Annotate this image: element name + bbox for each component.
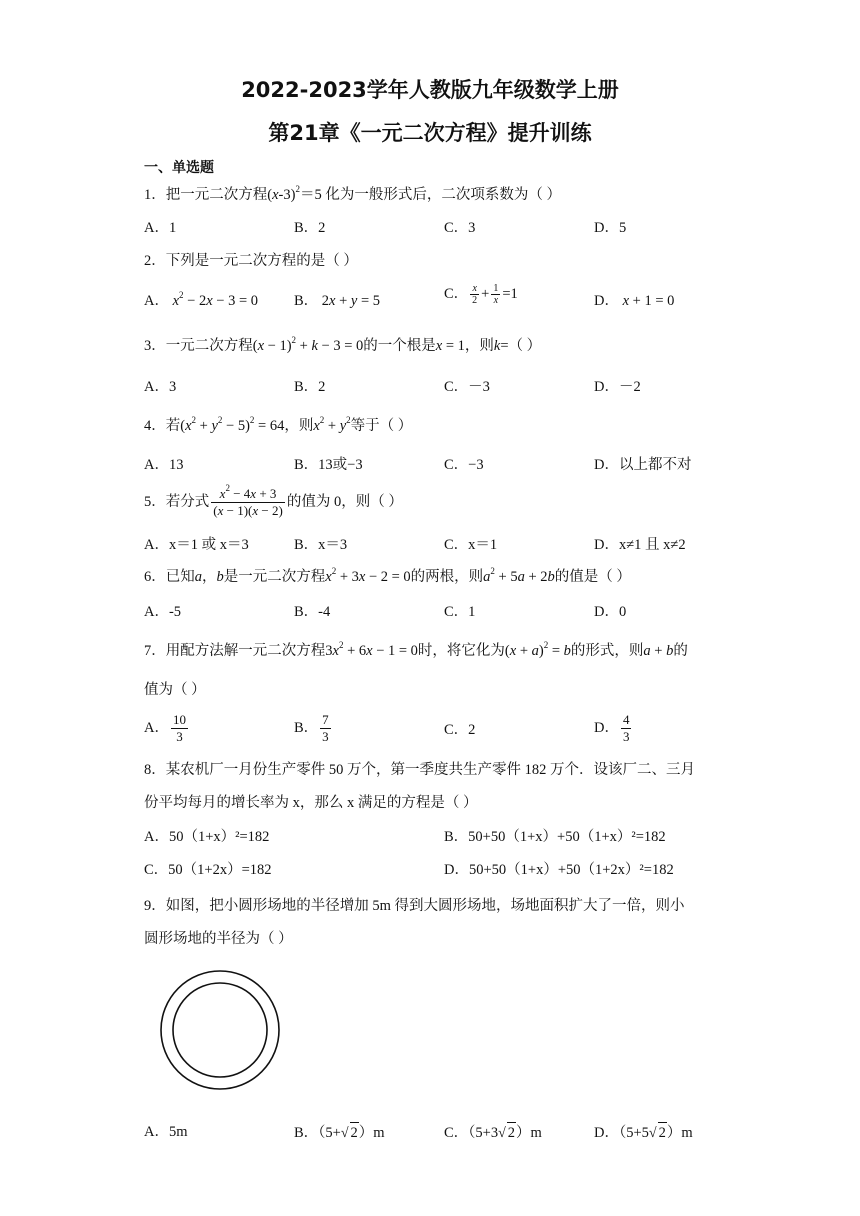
question-9-line2: 圆形场地的半径为（ ） — [144, 931, 293, 947]
large-circle — [161, 971, 279, 1089]
question-6: 6．已知a，b是一元二次方程$x^2 + 3x - 2 = 0$的两根，则$a^2 + 5a + 2b$的值是（ ） — [144, 566, 631, 585]
q9-option-c: C．（5+3√ 2）m — [444, 1122, 542, 1144]
q2-option-d: D． x + 1 = 0 — [594, 293, 675, 309]
q5-option-a: A．x＝1 或 x＝3 — [144, 537, 249, 553]
q5-option-c: C．x＝1 — [444, 537, 498, 553]
q8-option-c: C．50（1+2x）=182 — [144, 862, 272, 878]
q9-option-b: B．（5+√ 2）m — [294, 1122, 385, 1144]
q1-option-a: A．1 — [144, 220, 177, 236]
q3-formula: $(x - 1)^2 + k - 3 = 0$ — [252, 335, 364, 354]
section-heading: 一、单选题 — [144, 160, 214, 176]
q6-option-a: A．-5 — [144, 604, 182, 620]
question-4: 4．若$(x^2 + y^2 - 5)^2 = 64$，则$x^2 + y^2$等于（ ） — [144, 415, 413, 434]
small-circle — [173, 983, 267, 1077]
q5-option-d: D．x≠1 且 x≠2 — [594, 537, 686, 553]
q1-option-d: D．5 — [594, 220, 627, 236]
q7-option-b: B． $\frac{7}{3}$ — [294, 712, 329, 744]
question-7: 7．用配方法解一元二次方程$3x^2 + 6x - 1 = 0$时，将它化为$(x + a)^2 = b$的形式，则a + b的 — [144, 640, 688, 659]
question-9-line1: 9．如图，把小圆形场地的半径增加 5m 得到大圆形场地，场地面积扩大了一倍，则小 — [144, 898, 685, 914]
q6-option-c: C．1 — [444, 604, 476, 620]
question-2: 2．下列是一元二次方程的是（ ） — [144, 253, 358, 269]
q6-option-d: D．0 — [594, 604, 627, 620]
question-1: 1．把一元二次方程$(x-3)^2=5$ 化为一般形式后，二次项系数为（ ） — [144, 184, 561, 203]
q8-option-d: D．50+50（1+x）+50（1+2x）²=182 — [444, 862, 674, 878]
q2-option-c: C． $\frac{x}{2}$ + $\frac{1}{x}$ =1 — [444, 283, 518, 306]
q7-option-a: A． $\frac{10}{3}$ — [144, 712, 186, 744]
q9-option-a: A．5m — [144, 1124, 188, 1140]
worksheet-subtitle: 第21章《一元二次方程》提升训练 — [268, 121, 592, 145]
q1-option-b: B．2 — [294, 220, 326, 236]
q4-formula: $(x^2 + y^2 - 5)^2 = 64$ — [180, 415, 285, 434]
q1-option-c: C．3 — [444, 220, 476, 236]
q2-option-a: A． $x^2 - 2x - 3 = 0$ — [144, 290, 259, 309]
question-8-line1: 8．某农机厂一月份生产零件 50 万个，第一季度共生产零件 182 万个．设该厂二、三月 — [144, 762, 695, 778]
q9-option-d: D．（5+5√ 2）m — [594, 1122, 693, 1144]
q3-option-a: A．3 — [144, 379, 177, 395]
q3-option-b: B．2 — [294, 379, 326, 395]
q8-option-a: A．50（1+x）²=182 — [144, 829, 270, 845]
q7-option-d: D． $\frac{4}{3}$ — [594, 712, 630, 744]
question-8-line2: 份平均每月的增长率为 x，那么 x 满足的方程是（ ） — [144, 795, 478, 811]
q4-option-c: C．−3 — [444, 457, 484, 473]
concentric-circles-figure — [150, 968, 290, 1094]
q4-option-d: D．以上都不对 — [594, 457, 692, 473]
q8-option-b: B．50+50（1+x）+50（1+x）²=182 — [444, 829, 666, 845]
q4-option-a: A．13 — [144, 457, 184, 473]
question-5: 5．若分式 $\frac{x^2 - 4x + 3}{(x - 1)(x - 2)}$ 的值为 0，则（ ） — [144, 483, 403, 518]
q7-option-c: C．2 — [444, 722, 476, 738]
q1-formula: $(x-3)^2$ — [267, 184, 300, 203]
question-3: 3．一元二次方程$(x - 1)^2 + k - 3 = 0$的一个根是x = 1，则k=（ ） — [144, 335, 542, 354]
q5-option-b: B．x＝3 — [294, 537, 348, 553]
question-7-line2: 值为（ ） — [144, 682, 206, 698]
q3-option-d: D．－2 — [594, 379, 641, 395]
q2-option-b: B． 2x + y = 5 — [294, 293, 381, 309]
worksheet-title: 2022-2023学年人教版九年级数学上册 — [241, 78, 619, 102]
q6-option-b: B．-4 — [294, 604, 331, 620]
q4-option-b: B．13或−3 — [294, 457, 363, 473]
q5-fraction: $\frac{x^2 - 4x + 3}{(x - 1)(x - 2)}$ — [213, 483, 283, 518]
q3-option-c: C．－3 — [444, 379, 490, 395]
